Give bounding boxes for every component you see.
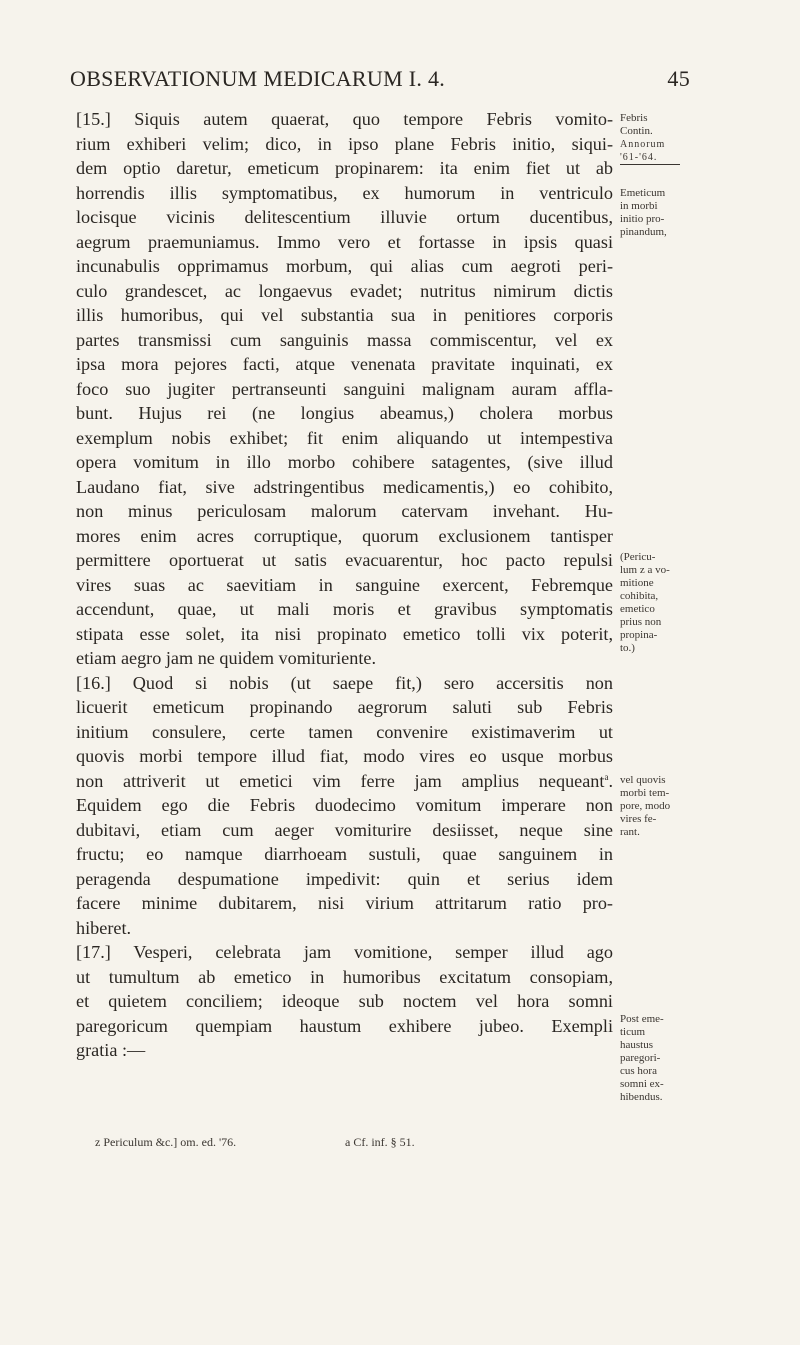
text-line: mores enim acres corruptique, quorum exclusionem tantisper (76, 525, 613, 546)
margin-line: Febris (620, 112, 648, 124)
text-line: non minus periculosam malorum catervam invehant. Hu- (76, 501, 613, 521)
text-line: fructu; eo namque diarrhoeam sustuli, quae sanguinem in (76, 844, 613, 864)
text-line: licuerit emeticum propinando aegrorum saluti sub Febris (76, 697, 613, 717)
margin-line: propina- (620, 629, 658, 641)
margin-line: in morbi (620, 200, 658, 212)
margin-line: emetico (620, 603, 655, 615)
margin-line: to.) (620, 642, 635, 654)
text-line: stipata esse solet, ita nisi propinato emetico tolli vix poterit, (76, 623, 613, 644)
text-line: quovis morbi tempore illud fiat, modo vires eo usque morbus (76, 746, 613, 766)
body-text (76, 107, 613, 1063)
margin-line: '61-'64. (620, 151, 680, 165)
footnote-z: z Periculum &c.] om. ed. '76. (95, 1135, 237, 1149)
text-line: bunt. Hujus rei (ne longius abeamus,) cholera morbus (76, 403, 613, 423)
margin-note-post-emeticum (620, 1013, 702, 1104)
margin-note-emeticum (620, 187, 702, 239)
page-number: 45 (667, 66, 690, 91)
text-line: ipsa mora pejores facti, atque venenata pravitate inquinati, ex (76, 354, 613, 374)
text-line: initium consulere, certe tamen convenire existimaverim ut (76, 721, 613, 742)
margin-line: haustus (620, 1039, 653, 1051)
margin-line: (Pericu- (620, 551, 656, 563)
text-line: culo grandescet, ac longaevus evadet; nutritus nimirum dictis (76, 280, 613, 301)
paragraph-16 (76, 671, 613, 941)
margin-line: paregori- (620, 1052, 661, 1064)
margin-line: pinandum, (620, 226, 667, 238)
margin-line: Annorum (620, 139, 666, 150)
text-line: [16.] Quod si nobis (ut saepe fit,) sero accersitis non (76, 672, 613, 693)
paragraph-17 (76, 940, 613, 1063)
text-line: ut tumultum ab emetico in humoribus excitatum consopiam, (76, 966, 613, 987)
text-line: aegrum praemuniamus. Immo vero et fortasse in ipsis quasi (76, 231, 613, 252)
margin-line: prius non (620, 616, 662, 628)
text-line: opera vomitum in illo morbo cohibere satagentes, (sive illud (76, 452, 613, 472)
paragraph-15 (76, 107, 613, 671)
text-line: dem optio daretur, emeticum propinarem: ita enim fiet ut ab (76, 158, 613, 178)
margin-line: lum z a vo- (620, 564, 670, 576)
text-line: illis humoribus, qui vel substantia sua in penitiores corporis (76, 305, 613, 325)
text-line: hiberet. (76, 917, 132, 938)
text-line: gratia :— (76, 1040, 146, 1060)
margin-note-febris (620, 112, 702, 165)
margin-note-quovis (620, 774, 702, 839)
text-line: Equidem ego die Febris duodecimo vomitum imperare non (76, 795, 613, 815)
margin-line: morbi tem- (620, 787, 670, 799)
text-line: Laudano fiat, sive adstringentibus medicamentis,) eo cohibito, (76, 476, 613, 497)
margin-line: mitione (620, 577, 654, 589)
margin-line: cus hora (620, 1065, 657, 1077)
margin-line: Post eme- (620, 1013, 664, 1025)
text-line: non attriverit ut emetici vim ferre jam amplius nequeant$^a$. (76, 770, 613, 791)
margin-note-periculum (620, 551, 702, 655)
margin-line: cohibita, (620, 590, 659, 602)
text-line: etiam aegro jam ne quidem vomituriente. (76, 648, 376, 668)
margin-line: hibendus. (620, 1091, 663, 1103)
margin-line: initio pro- (620, 213, 665, 225)
running-title: OBSERVATIONUM MEDICARUM I. 4. (70, 66, 446, 91)
text-line: accendunt, quae, ut mali moris et gravibus symptomatis (76, 599, 613, 619)
text-line: paregoricum quempiam haustum exhibere jubeo. Exempli (76, 1015, 613, 1036)
footnote-a: a Cf. inf. § 51. (345, 1135, 415, 1149)
margin-line: Contin. (620, 125, 653, 137)
margin-line: somni ex- (620, 1078, 664, 1090)
text-line: et quietem conciliem; ideoque sub noctem vel hora somni (76, 991, 613, 1011)
text-line: permittere oportuerat ut satis evacuarentur, hoc pacto repulsi (76, 550, 613, 570)
margin-line: vires fe- (620, 813, 657, 825)
margin-line: ticum (620, 1026, 646, 1038)
text-line: [15.] Siquis autem quaerat, quo tempore Febris vomito- (76, 109, 613, 129)
text-line: dubitavi, etiam cum aeger vomiturire desiisset, neque sine (76, 819, 613, 840)
text-line: locisque vicinis delitescentium illuvie ortum ducentibus, (76, 207, 613, 227)
text-line: facere minime dubitarem, nisi virium attritarum ratio pro- (76, 893, 613, 913)
margin-line: vel quovis (620, 774, 666, 786)
text-line: exemplum nobis exhibet; fit enim aliquando ut intempestiva (76, 427, 613, 448)
text-line: vires suas ac saevitiam in sanguine exercent, Febremque (76, 574, 613, 595)
text-line: horrendis illis symptomatibus, ex humorum in ventriculo (76, 182, 613, 203)
text-line: peragenda despumatione impedivit: quin et serius idem (76, 868, 613, 889)
margin-line: Emeticum (620, 187, 666, 199)
margin-line: rant. (620, 826, 640, 838)
text-line: foco suo jugiter pertranseunti sanguini malignam auram affla- (76, 378, 613, 399)
text-line: partes transmissi cum sanguinis massa commiscentur, vel ex (76, 329, 613, 350)
text-line: [17.] Vesperi, celebrata jam vomitione, semper illud ago (76, 942, 613, 962)
text-line: rium exhiberi velim; dico, in ipso plane Febris initio, siqui- (76, 133, 613, 154)
text-line: incunabulis opprimamus morbum, qui alias cum aegroti peri- (76, 256, 613, 276)
footnote-ref: a (604, 771, 609, 782)
margin-line: pore, modo (620, 800, 671, 812)
